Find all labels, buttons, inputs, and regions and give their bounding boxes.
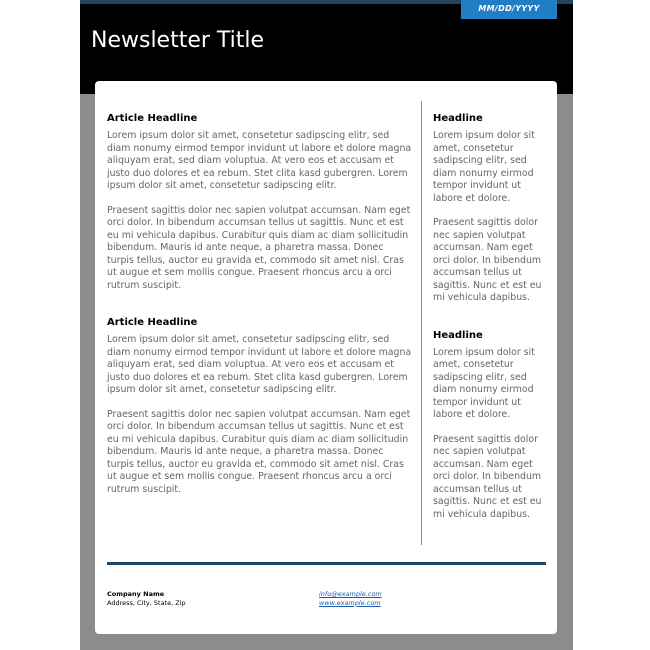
side-paragraph: Lorem ipsum dolor sit amet, consetetur sadipscing elitr, sed diam nonumy eirmod tempor invidunt ut labore et dolore. [433, 130, 535, 204]
article-paragraph: Praesent sagittis dolor nec sapien volutpat accumsan. Nam eget orci dolor. In bibendum accumsan tellus ut sagittis. Nunc et est eu mi vehicula dapibus. Curabitur quis diam ac diam sollicitudin bibendum. Mauris id ante neque, a pharetra massa. Donec turpis tellus, auctor eu gravida et, commodo sit amet nisl. Cras ut augue et sem mollis congue. Praesent rhoncus arcu a orci rutrum suscipit. [107, 204, 411, 291]
side-paragraph: Praesent sagittis dolor nec sapien volutpat accumsan. Nam eget orci dolor. In bibendum accumsan tellus ut sagittis. Nunc et est eu mi vehicula dapibus. [433, 433, 542, 520]
footer-contact [107, 590, 186, 607]
email-link[interactable]: info@example.com [319, 590, 382, 598]
website-link[interactable]: www.example.com [319, 598, 381, 607]
main-article [107, 316, 412, 496]
article-headline: Article Headline [107, 317, 198, 328]
side-headline: Headline [433, 329, 483, 341]
footer-links [319, 590, 382, 607]
content-sheet [95, 81, 557, 634]
side-article [433, 329, 551, 522]
article-paragraph: Lorem ipsum dolor sit amet, consetetur sadipscing elitr, sed diam nonumy eirmod tempor invidunt ut labore et dolore magna aliquyam erat, sed diam voluptua. At vero eos et accusam et justo duo dolores et ea rebum. Stet clita kasd gubergren. Lorem ipsum dolor sit amet, consetetur sadipscing elitr. [107, 130, 412, 191]
side-headline: Headline [433, 113, 483, 124]
side-article [433, 112, 551, 305]
side-paragraph: Praesent sagittis dolor nec sapien volutpat accumsan. Nam eget orci dolor. In bibendum accumsan tellus ut sagittis. Nunc et est eu mi vehicula dapibus. [433, 217, 542, 303]
main-column [107, 112, 412, 520]
main-article [107, 112, 412, 292]
column-divider [421, 101, 422, 545]
newsletter-page [80, 0, 573, 650]
newsletter-header [80, 0, 573, 94]
article-headline: Article Headline [107, 113, 198, 124]
article-paragraph: Lorem ipsum dolor sit amet, consetetur sadipscing elitr, sed diam nonumy eirmod tempor invidunt ut labore et dolore magna aliquyam erat, sed diam voluptua. At vero eos et accusam et justo duo dolores et ea rebum. Stet clita kasd gubergren. Lorem ipsum dolor sit amet, consetetur sadipscing elitr. [107, 334, 412, 395]
company-address: Address, City, State, Zip [107, 598, 186, 607]
side-paragraph: Lorem ipsum dolor sit amet, consetetur sadipscing elitr, sed diam nonumy eirmod tempor invidunt ut labore et dolore. [433, 346, 535, 420]
side-column [433, 112, 551, 545]
footer-rule [107, 562, 546, 565]
article-paragraph: Praesent sagittis dolor nec sapien volutpat accumsan. Nam eget orci dolor. In bibendum accumsan tellus ut sagittis. Nunc et est eu mi vehicula dapibus. Curabitur quis diam ac diam sollicitudin bibendum. Mauris id ante neque, a pharetra massa. Donec turpis tellus, auctor eu gravida et, commodo sit amet nisl. Cras ut augue et sem mollis congue. Praesent rhoncus arcu a orci rutrum suscipit. [107, 408, 411, 495]
company-name: Company Name [107, 590, 165, 598]
date-tab: MM/DD/YYYY [461, 0, 557, 19]
newsletter-title: Newsletter Title [91, 28, 265, 53]
